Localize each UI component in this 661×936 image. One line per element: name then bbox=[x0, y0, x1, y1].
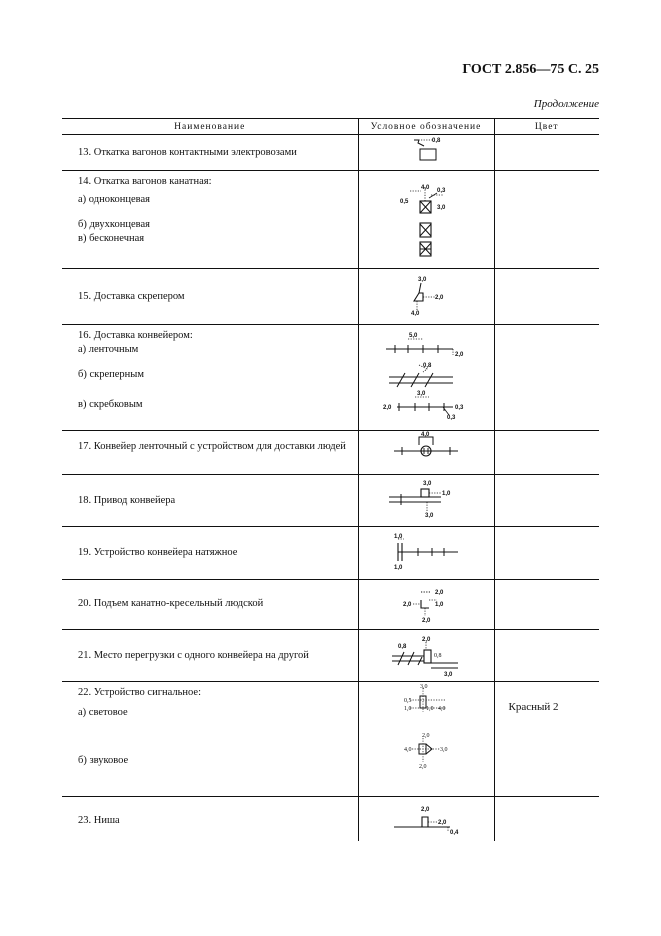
symbol-conveyor-drive bbox=[381, 475, 471, 523]
table-row bbox=[62, 682, 599, 797]
row-label: 23. Ниша bbox=[78, 815, 120, 826]
dim-label: 4,0 bbox=[404, 747, 412, 753]
table-row bbox=[62, 527, 599, 580]
row-label: в) скребковым bbox=[78, 399, 143, 410]
symbol-niche bbox=[386, 797, 466, 837]
dim-label: 0,3 bbox=[447, 415, 456, 421]
dim-label: 0,4 bbox=[450, 830, 459, 836]
dim-label: 3,0 bbox=[437, 205, 446, 211]
dim-label: 2,0 bbox=[403, 602, 412, 608]
row-label: 22. Устройство сигнальное: bbox=[78, 687, 201, 698]
dim-label: 2,0 bbox=[383, 405, 392, 411]
dim-label: 4,0 bbox=[411, 311, 420, 317]
dim-label: 1,0 bbox=[404, 706, 412, 712]
symbol-conveyor-tensioner bbox=[386, 527, 466, 575]
dim-label: 2,0 bbox=[422, 618, 431, 624]
table-row bbox=[62, 269, 599, 325]
dim-label: 1,0 bbox=[394, 534, 403, 540]
dim-label: 0,8 bbox=[398, 644, 407, 650]
column-header-symbol: Условное обозначение bbox=[358, 119, 494, 135]
symbol-scraper-delivery bbox=[401, 269, 451, 319]
symbols-table bbox=[62, 118, 599, 841]
dim-label: 0,8 bbox=[432, 138, 441, 144]
dim-label: 4,0 bbox=[421, 432, 430, 438]
dim-label: 2,0 bbox=[419, 764, 427, 770]
symbol-chairlift bbox=[391, 580, 461, 626]
symbol-contact-electric-haulage bbox=[406, 135, 446, 165]
row-label: б) двухконцевая bbox=[78, 219, 150, 230]
dim-label: 2,0 bbox=[435, 590, 444, 596]
symbol-signal-device bbox=[386, 682, 466, 792]
column-header-color: Цвет bbox=[494, 119, 599, 135]
table-row bbox=[62, 630, 599, 682]
dim-label: 4,0 bbox=[421, 185, 430, 191]
row-label: 18. Привод конвейера bbox=[78, 495, 176, 506]
dim-label: 2,0 bbox=[421, 807, 430, 813]
symbol-transfer-point bbox=[386, 630, 466, 678]
symbol-conveyor-delivery bbox=[381, 325, 471, 425]
row-label: а) световое bbox=[78, 707, 128, 718]
row-label: 15. Доставка скрепером bbox=[78, 291, 185, 302]
row-label: 19. Устройство конвейера натяжное bbox=[78, 547, 238, 558]
dim-label: 0,8 bbox=[423, 363, 432, 369]
row-label: б) скреперным bbox=[78, 369, 144, 380]
row-label: 17. Конвейер ленточный с устройством для доставки людей bbox=[78, 441, 346, 452]
row-label: 13. Откатка вагонов контактными электровозами bbox=[78, 147, 297, 158]
table-row bbox=[62, 580, 599, 630]
dim-label: 4,0 bbox=[438, 706, 446, 712]
table-row bbox=[62, 475, 599, 527]
dim-label: 2,0 bbox=[422, 733, 430, 739]
row-label: 16. Доставка конвейером: bbox=[78, 330, 193, 341]
dim-label: 3,0 bbox=[418, 277, 427, 283]
row-label: 14. Откатка вагонов канатная: bbox=[78, 176, 212, 187]
table-header-row bbox=[62, 119, 599, 135]
dim-label: 0,3 bbox=[437, 188, 446, 194]
color-value: Красный 2 bbox=[508, 701, 559, 713]
dim-label: 1,0 bbox=[426, 706, 434, 712]
symbol-rope-haulage bbox=[391, 171, 461, 265]
continuation-label: Продолжение bbox=[533, 98, 599, 110]
dim-label: 3,0 bbox=[423, 481, 432, 487]
page-reference: ГОСТ 2.856—75 С. 25 bbox=[462, 62, 599, 77]
table-row bbox=[62, 431, 599, 475]
symbol-people-conveyor bbox=[386, 431, 466, 471]
dim-label: 1,0 bbox=[442, 491, 451, 497]
dim-label: 2,0 bbox=[455, 352, 464, 358]
dim-label: 3,0 bbox=[440, 747, 448, 753]
dim-label: 0,3 bbox=[455, 405, 464, 411]
table-row bbox=[62, 171, 599, 269]
dim-label: 2,0 bbox=[438, 820, 447, 826]
dim-label: 3,0 bbox=[425, 513, 434, 519]
row-label: 21. Место перегрузки с одного конвейера на другой bbox=[78, 650, 309, 661]
dim-label: 2,0 bbox=[435, 295, 444, 301]
table-row bbox=[62, 135, 599, 171]
table-row bbox=[62, 797, 599, 841]
dim-label: 1,0 bbox=[435, 602, 444, 608]
row-label: 20. Подъем канатно-кресельный людской bbox=[78, 598, 264, 609]
dim-label: 0,5 bbox=[404, 698, 412, 704]
row-label: а) ленточным bbox=[78, 344, 139, 355]
dim-label: 0,8 bbox=[434, 653, 442, 659]
dim-label: 1,0 bbox=[394, 565, 403, 571]
dim-label: 0,5 bbox=[400, 199, 409, 205]
dim-label: 3,0 bbox=[417, 391, 426, 397]
table-row bbox=[62, 325, 599, 431]
row-label: а) одноконцевая bbox=[78, 194, 150, 205]
dim-label: 5,0 bbox=[409, 333, 418, 339]
column-header-name: Наименование bbox=[62, 119, 358, 135]
row-label: б) звуковое bbox=[78, 755, 129, 766]
dim-label: 2,0 bbox=[422, 637, 431, 643]
row-label: в) бесконечная bbox=[78, 233, 145, 244]
dim-label: 3,0 bbox=[444, 672, 453, 678]
dim-label: 3,0 bbox=[420, 684, 428, 690]
